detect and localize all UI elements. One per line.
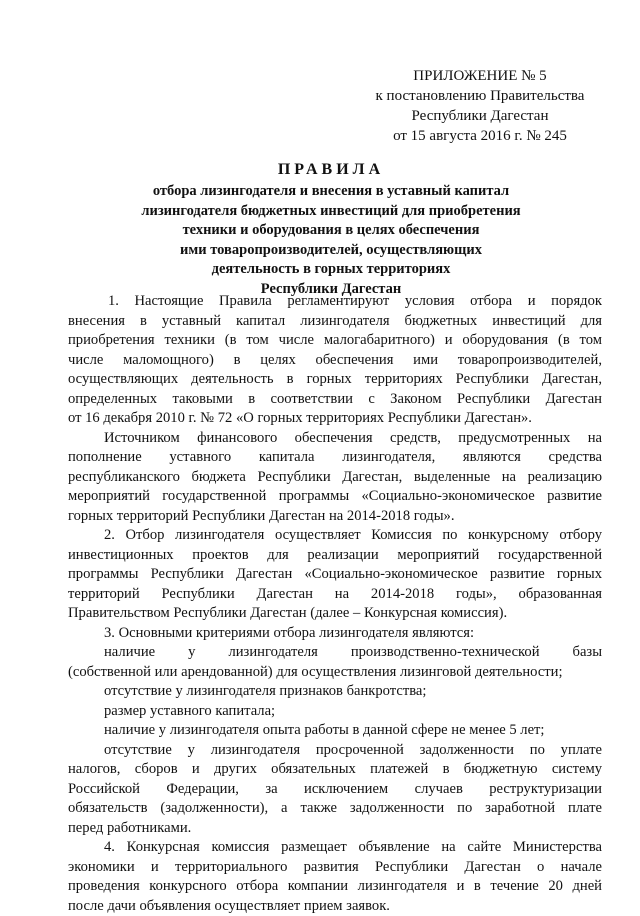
body-line: горных территорий Республики Дагестан на 2014-2018 годы». (68, 507, 602, 527)
title-line: техники и оборудования в целях обеспечения (90, 221, 572, 241)
body-line: Правительством Республики Дагестан (далее – Конкурсная комиссия). (68, 604, 602, 624)
body-line: Российской Федерации, за исключением случаев реструктуризации (68, 780, 602, 800)
body-line: Источником финансового обеспечения средств, предусмотренных на (68, 429, 602, 449)
title-line: деятельность в горных территориях (90, 260, 572, 280)
body-line: перед работниками. (68, 819, 602, 839)
document-title-block (90, 160, 572, 300)
body-line: инвестиционных проектов для реализации мероприятий государственной (68, 546, 602, 566)
body-line: проведения конкурсного отбора компании лизингодателя и в течение 20 дней (68, 877, 602, 897)
appendix-date: от 15 августа 2016 г. № 245 (360, 126, 600, 146)
title-line: ими товаропроизводителей, осуществляющих (90, 241, 572, 261)
body-line: наличие у лизингодателя опыта работы в данной сфере не менее 5 лет; (68, 721, 602, 741)
title-line: Республики Дагестан (90, 280, 572, 300)
body-line: внесения в уставный капитал лизингодателя бюджетных инвестиций для (68, 312, 602, 332)
body-line: отсутствие у лизингодателя признаков банкротства; (68, 682, 602, 702)
appendix-republic: Республики Дагестан (360, 106, 600, 126)
body-line: (собственной или арендованной) для осуществления лизинговой деятельности; (68, 663, 602, 683)
body-line: наличие у лизингодателя производственно-технической базы (68, 643, 602, 663)
document-title: ПРАВИЛА (90, 160, 572, 180)
body-line: от 16 декабря 2010 г. № 72 «О горных территориях Республики Дагестан». (68, 409, 602, 429)
body-line: мероприятий государственной программы «Социально-экономическое развитие (68, 487, 602, 507)
body-line: определенных таковыми в соответствии с Законом Республики Дагестан (68, 390, 602, 410)
body-line: программы Республики Дагестан «Социально-экономическое развитие горных (68, 565, 602, 585)
appendix-reference: к постановлению Правительства (360, 86, 600, 106)
body-line: экономики и территориального развития Республики Дагестан о начале (68, 858, 602, 878)
body-line: 3. Основными критериями отбора лизингодателя являются: (68, 624, 602, 644)
appendix-block (360, 66, 600, 146)
body-line: налогов, сборов и других обязательных платежей в бюджетную систему (68, 760, 602, 780)
body-line: пополнение уставного капитала лизингодателя, являются средства (68, 448, 602, 468)
body-line: республиканского бюджета Республики Дагестан, выделенные на реализацию (68, 468, 602, 488)
body-line: отсутствие у лизингодателя просроченной задолженности по уплате (68, 741, 602, 761)
body-line: числе маломощного) в целях обеспечения ими товаропроизводителей, (68, 351, 602, 371)
body-line: территорий Республики Дагестан на 2014-2018 годы», образованная (68, 585, 602, 605)
body-line: осуществляющих деятельность в горных территориях Республики Дагестан, (68, 370, 602, 390)
body-line: приобретения техники (в том числе малогабаритного) и оборудования (в том (68, 331, 602, 351)
body-line: 2. Отбор лизингодателя осуществляет Комиссия по конкурсному отбору (68, 526, 602, 546)
body-line: после дачи объявления осуществляет прием заявок. (68, 897, 602, 916)
title-line: отбора лизингодателя и внесения в уставный капитал (90, 182, 572, 202)
body-line: обязательств (задолженности), а также задолженности по заработной плате (68, 799, 602, 819)
body-line: 4. Конкурсная комиссия размещает объявление на сайте Министерства (68, 838, 602, 858)
body-line: 1. Настоящие Правила регламентируют условия отбора и порядок (68, 292, 602, 312)
body-line: размер уставного капитала; (68, 702, 602, 722)
document-body (68, 292, 602, 916)
title-line: лизингодателя бюджетных инвестиций для приобретения (90, 202, 572, 222)
appendix-number: ПРИЛОЖЕНИЕ № 5 (360, 66, 600, 86)
